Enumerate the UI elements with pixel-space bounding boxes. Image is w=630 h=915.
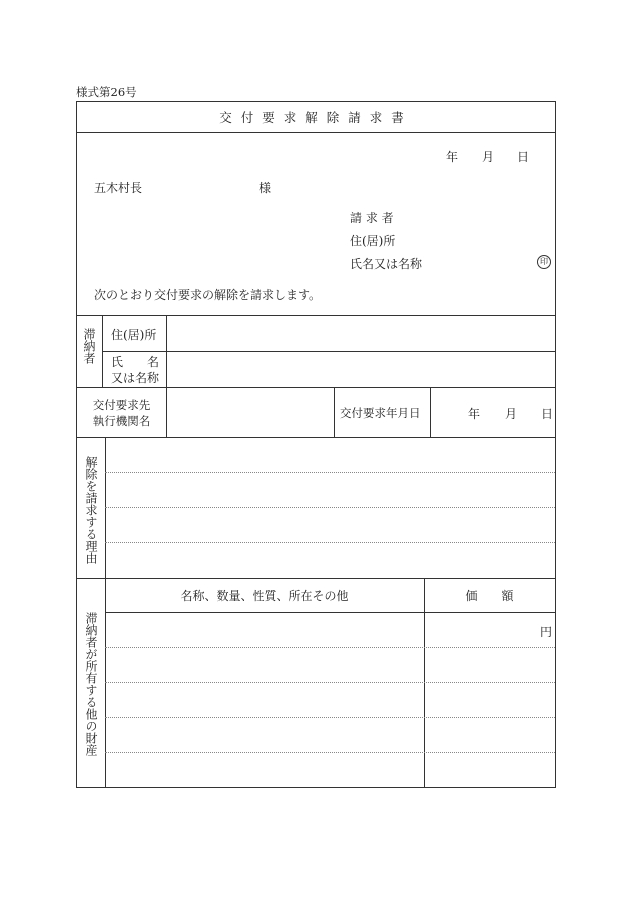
agency-label: [77, 397, 166, 429]
reason-field[interactable]: [111, 440, 551, 574]
reason-side-label: 解除を請求する理由: [84, 456, 98, 564]
property-side-label: 滞納者が所有する他の財産: [84, 612, 98, 756]
divider: [166, 387, 167, 437]
requester-address-label: 住(居)所: [350, 234, 396, 248]
request-form: [76, 101, 556, 788]
divider: [77, 578, 555, 579]
divider: [424, 578, 425, 788]
property-value-header: 価 額: [465, 589, 514, 603]
delinquent-address-field[interactable]: [173, 324, 549, 346]
divider: [77, 437, 555, 438]
date-month: 月: [482, 150, 495, 164]
divider: [77, 132, 555, 133]
addressee: 五木村長: [94, 181, 143, 195]
delinquent-name-label-2: 又は名称: [111, 371, 160, 385]
requester-label: 請 求 者: [350, 211, 394, 225]
date-year: 年: [446, 150, 459, 164]
divider: [77, 315, 555, 316]
request-date-year: 年: [468, 407, 481, 421]
agency-label-line1: 交付要求先: [92, 398, 151, 412]
divider: [105, 578, 106, 788]
delinquent-name-label-1: 氏 名: [111, 355, 160, 369]
divider: [334, 387, 335, 437]
divider: [105, 612, 555, 613]
request-date-day: 日: [541, 407, 554, 421]
request-date-label: 交付要求年月日: [340, 406, 421, 420]
divider: [102, 351, 555, 352]
requester-name-label: 氏名又は名称: [350, 257, 423, 271]
request-statement: 次のとおり交付要求の解除を請求します。: [94, 288, 322, 302]
delinquent-address-label: 住(居)所: [111, 328, 157, 342]
agency-label-line2: 執行機関名: [92, 414, 151, 428]
honorific: 様: [259, 181, 272, 195]
date-day: 日: [517, 150, 530, 164]
form-title: 交付要求解除請求書: [219, 110, 413, 125]
divider: [77, 387, 555, 388]
request-date-month: 月: [505, 407, 518, 421]
yen-unit: 円: [540, 625, 553, 639]
property-description-header: 名称、数量、性質、所在その他: [180, 589, 349, 603]
divider: [430, 387, 431, 437]
delinquent-side-label: 滞納者: [82, 328, 96, 364]
form-number: 様式第26号: [76, 85, 137, 99]
property-description-field[interactable]: [111, 616, 419, 784]
seal-mark: 印: [537, 255, 551, 269]
agency-name-field[interactable]: [172, 393, 328, 431]
delinquent-name-field[interactable]: [173, 356, 549, 382]
property-value-field[interactable]: [429, 642, 549, 784]
